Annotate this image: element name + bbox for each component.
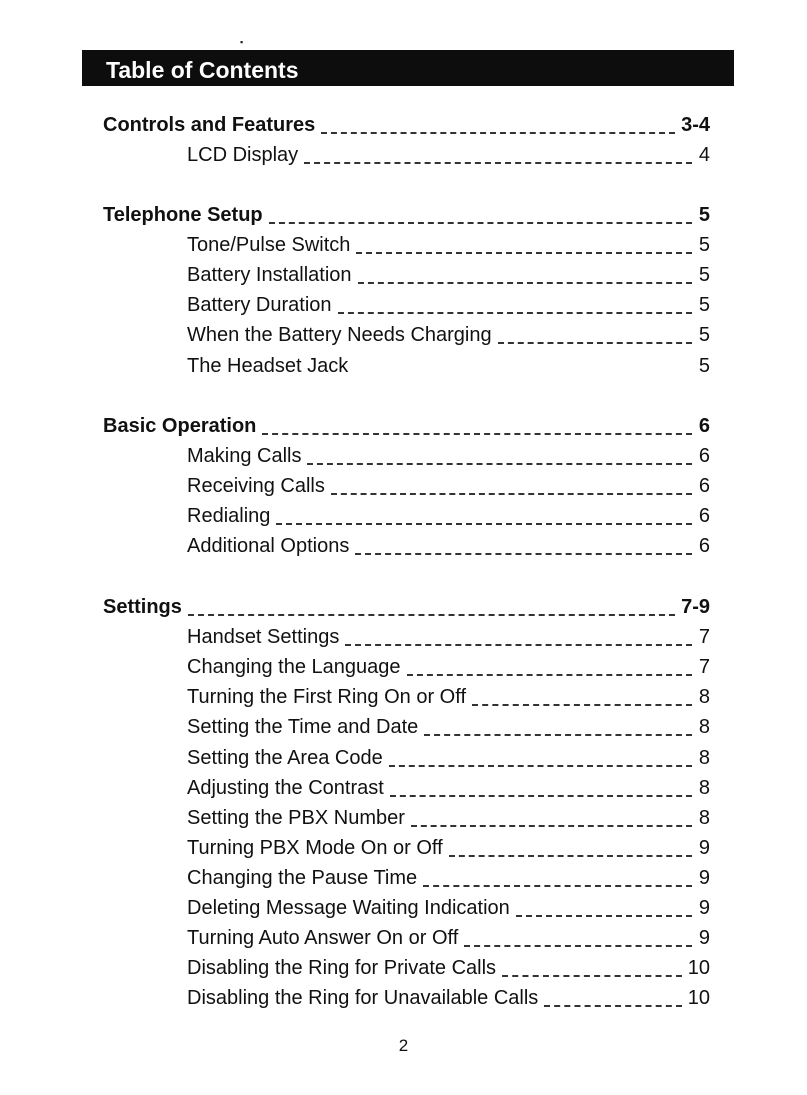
toc-entry [0,953,807,983]
toc-entry-page: 8 [698,777,710,799]
toc-entry-label: Changing the Pause Time [187,867,418,889]
toc-entry-page: 7-9 [681,596,710,618]
toc-entry-page: 6 [698,535,710,557]
corner-mark: ▪ [240,37,244,47]
toc-entry [0,351,807,381]
toc-entry-page: 6 [698,445,710,467]
toc-entry [0,923,807,953]
toc-entry-label: Changing the Language [187,656,401,678]
toc-entry-label: Basic Operation [103,415,257,437]
dotted-leader [449,843,692,857]
dotted-leader [345,632,692,646]
toc-entry-label: Setting the Time and Date [187,716,419,738]
toc-entry [0,803,807,833]
toc-entry-label: The Headset Jack [187,355,349,377]
toc-entry-label: Making Calls [187,445,302,467]
toc-entry-label: Handset Settings [187,626,340,648]
toc-entry [0,652,807,682]
toc-title-banner: Table of Contents [82,50,734,86]
toc-entry-page: 5 [698,355,710,377]
toc-entry-label: Disabling the Ring for Unavailable Calls [187,987,539,1009]
toc-entry [0,230,807,260]
dotted-leader [356,240,692,254]
toc-entry-page: 10 [687,957,710,979]
page-number: 2 [398,1036,409,1055]
toc-entry [0,773,807,803]
toc-entry [0,893,807,923]
dotted-leader [321,120,675,134]
toc-entry-page: 10 [687,987,710,1009]
toc-entry-label: Settings [103,596,182,618]
dotted-leader [338,300,692,314]
toc-entry-page: 8 [698,747,710,769]
toc-entry-page: 5 [698,264,710,286]
toc-entry-page: 5 [698,234,710,256]
toc-entry-page: 9 [698,837,710,859]
dotted-leader [307,451,692,465]
toc-entry [0,531,807,561]
toc-entry [0,471,807,501]
dotted-leader [304,150,692,164]
toc-entry [0,863,807,893]
toc-entry-page: 9 [698,927,710,949]
toc-entry-page: 5 [698,204,710,226]
toc-entry-label: Battery Duration [187,294,332,316]
toc-entry-page: 5 [698,324,710,346]
toc-entry-label: Additional Options [187,535,350,557]
toc-entry-page: 6 [698,415,710,437]
dotted-leader [423,873,692,887]
toc-entry-page: 8 [698,686,710,708]
toc-entry-page: 9 [698,867,710,889]
toc-entry-page: 7 [698,626,710,648]
toc-entry-label: Battery Installation [187,264,352,286]
toc-entry-label: Deleting Message Waiting Indication [187,897,510,919]
toc-section-heading [0,411,807,441]
toc-entry [0,983,807,1013]
dotted-leader [544,993,681,1007]
toc-entry [0,290,807,320]
toc-section-heading [0,110,807,140]
dotted-leader [331,481,692,495]
dotted-leader [358,270,692,284]
toc-entry [0,712,807,742]
toc-entry-label: Receiving Calls [187,475,325,497]
dotted-leader [498,330,692,344]
toc-entry-page: 3-4 [681,114,710,136]
toc-entry [0,743,807,773]
toc-entry-label: Turning Auto Answer On or Off [187,927,459,949]
toc-entry-label: Setting the Area Code [187,747,383,769]
toc-entry-label: Turning PBX Mode On or Off [187,837,443,859]
dotted-leader [389,753,692,767]
dotted-leader [188,602,675,616]
toc-section-heading [0,592,807,622]
dotted-leader [411,813,692,827]
dotted-leader [516,903,692,917]
dotted-leader [262,421,692,435]
dotted-leader [269,210,692,224]
dotted-leader [407,662,692,676]
dotted-leader [472,692,692,706]
toc-entry-label: Setting the PBX Number [187,807,405,829]
toc-entry [0,441,807,471]
toc-entry-page: 6 [698,505,710,527]
toc-entry-label: Redialing [187,505,271,527]
toc-entry-page: 8 [698,807,710,829]
toc-entry [0,622,807,652]
toc-entry-page: 4 [698,144,710,166]
toc-entry [0,833,807,863]
toc-entry [0,260,807,290]
toc-entry [0,320,807,350]
toc-entry-label: LCD Display [187,144,299,166]
toc-entry-label: Tone/Pulse Switch [187,234,351,256]
toc-entry-page: 5 [698,294,710,316]
dotted-leader [276,511,692,525]
dotted-leader [355,541,692,555]
dotted-leader [390,783,692,797]
toc-entry-label: Adjusting the Contrast [187,777,384,799]
toc-entry [0,140,807,170]
toc-entry-page: 6 [698,475,710,497]
toc-entry [0,501,807,531]
toc-entry-page: 9 [698,897,710,919]
toc-entry [0,682,807,712]
dotted-leader [464,933,692,947]
toc-entry-label: Turning the First Ring On or Off [187,686,466,708]
toc-entry-label: Disabling the Ring for Private Calls [187,957,497,979]
dotted-leader [354,363,692,375]
dotted-leader [502,963,682,977]
dotted-leader [424,722,692,736]
toc-entry-label: Telephone Setup [103,204,263,226]
toc-entry-page: 8 [698,716,710,738]
toc-entry-label: Controls and Features [103,114,316,136]
toc-section-heading [0,200,807,230]
toc-entry-label: When the Battery Needs Charging [187,324,492,346]
toc-entry-page: 7 [698,656,710,678]
